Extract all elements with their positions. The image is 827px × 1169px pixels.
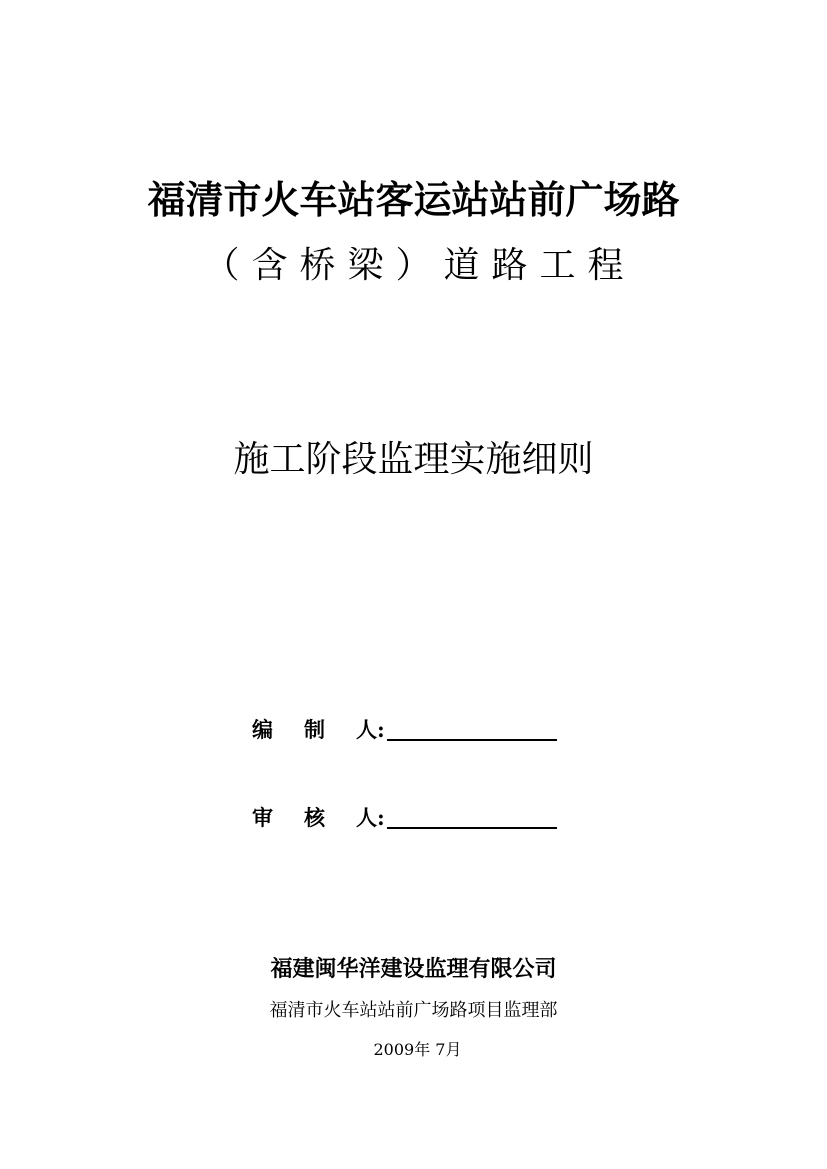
reviewer-signature-row <box>252 800 557 832</box>
compiler-label-char-1: 编 <box>252 717 273 742</box>
reviewer-label-char-1: 审 <box>252 805 273 830</box>
document-date: 2009年 7月 <box>373 1040 462 1059</box>
company-name: 福建闽华洋建设监理有限公司 <box>270 956 557 982</box>
reviewer-label-char-3: 人: <box>356 805 385 830</box>
compiler-label-char-3: 人: <box>356 717 385 742</box>
compiler-signature-row <box>252 712 557 744</box>
compiler-label-char-2: 制 <box>304 717 325 742</box>
compiler-label <box>252 716 385 744</box>
project-title-line-1: 福清市火车站客运站站前广场路 <box>147 177 680 222</box>
project-department: 福清市火车站站前广场路项目监理部 <box>269 1000 558 1021</box>
reviewer-label <box>252 804 385 832</box>
reviewer-signature-line <box>387 803 557 829</box>
compiler-signature-line <box>387 715 557 741</box>
reviewer-label-char-2: 核 <box>304 805 325 830</box>
document-subtitle: 施工阶段监理实施细则 <box>233 439 594 480</box>
project-title-line-2: （含桥梁）道路工程 <box>203 245 636 286</box>
